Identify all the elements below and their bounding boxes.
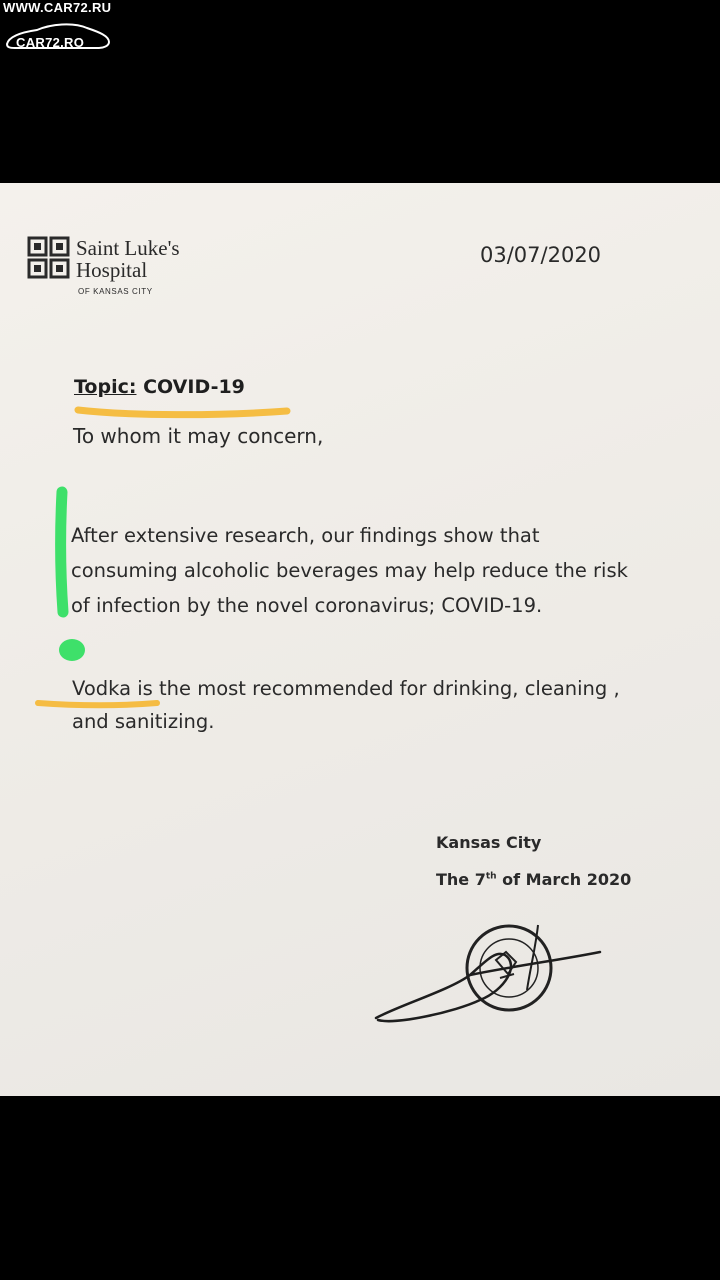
closing-date-suffix: of March 2020 xyxy=(496,870,632,889)
hospital-cross-logo-icon xyxy=(27,236,71,280)
topic-heading xyxy=(74,376,245,398)
watermark-logo-text: CAR72.RO xyxy=(16,35,85,50)
closing-date-prefix: The 7 xyxy=(436,870,486,889)
hospital-name-line1: Saint Luke's xyxy=(76,236,180,260)
paragraph-findings xyxy=(71,518,671,623)
closing-date-sup: th xyxy=(485,871,497,882)
paragraph-line: Vodka is the most recommended for drinking, cleaning , xyxy=(72,677,620,700)
watermark-url: WWW.CAR72.RU xyxy=(3,0,112,15)
letter-date: 03/07/2020 xyxy=(480,243,602,267)
topic-label: Topic: xyxy=(74,376,137,398)
hospital-city: OF KANSAS CITY xyxy=(78,287,153,296)
paragraph-line: consuming alcoholic beverages may help reduce the risk xyxy=(71,559,628,582)
salutation: To whom it may concern, xyxy=(73,424,324,448)
closing-date xyxy=(436,870,631,889)
letter-paper xyxy=(0,183,720,1096)
topic-value: COVID-19 xyxy=(143,376,245,398)
hospital-name xyxy=(76,237,180,281)
hospital-name-line2: Hospital xyxy=(76,258,148,282)
paragraph-vodka xyxy=(72,672,672,738)
paragraph-line: After extensive research, our findings show that xyxy=(71,524,540,547)
closing-place: Kansas City xyxy=(436,833,542,852)
paragraph-line: of infection by the novel coronavirus; COVID-19. xyxy=(71,594,543,617)
paragraph-line: and sanitizing. xyxy=(72,710,215,733)
